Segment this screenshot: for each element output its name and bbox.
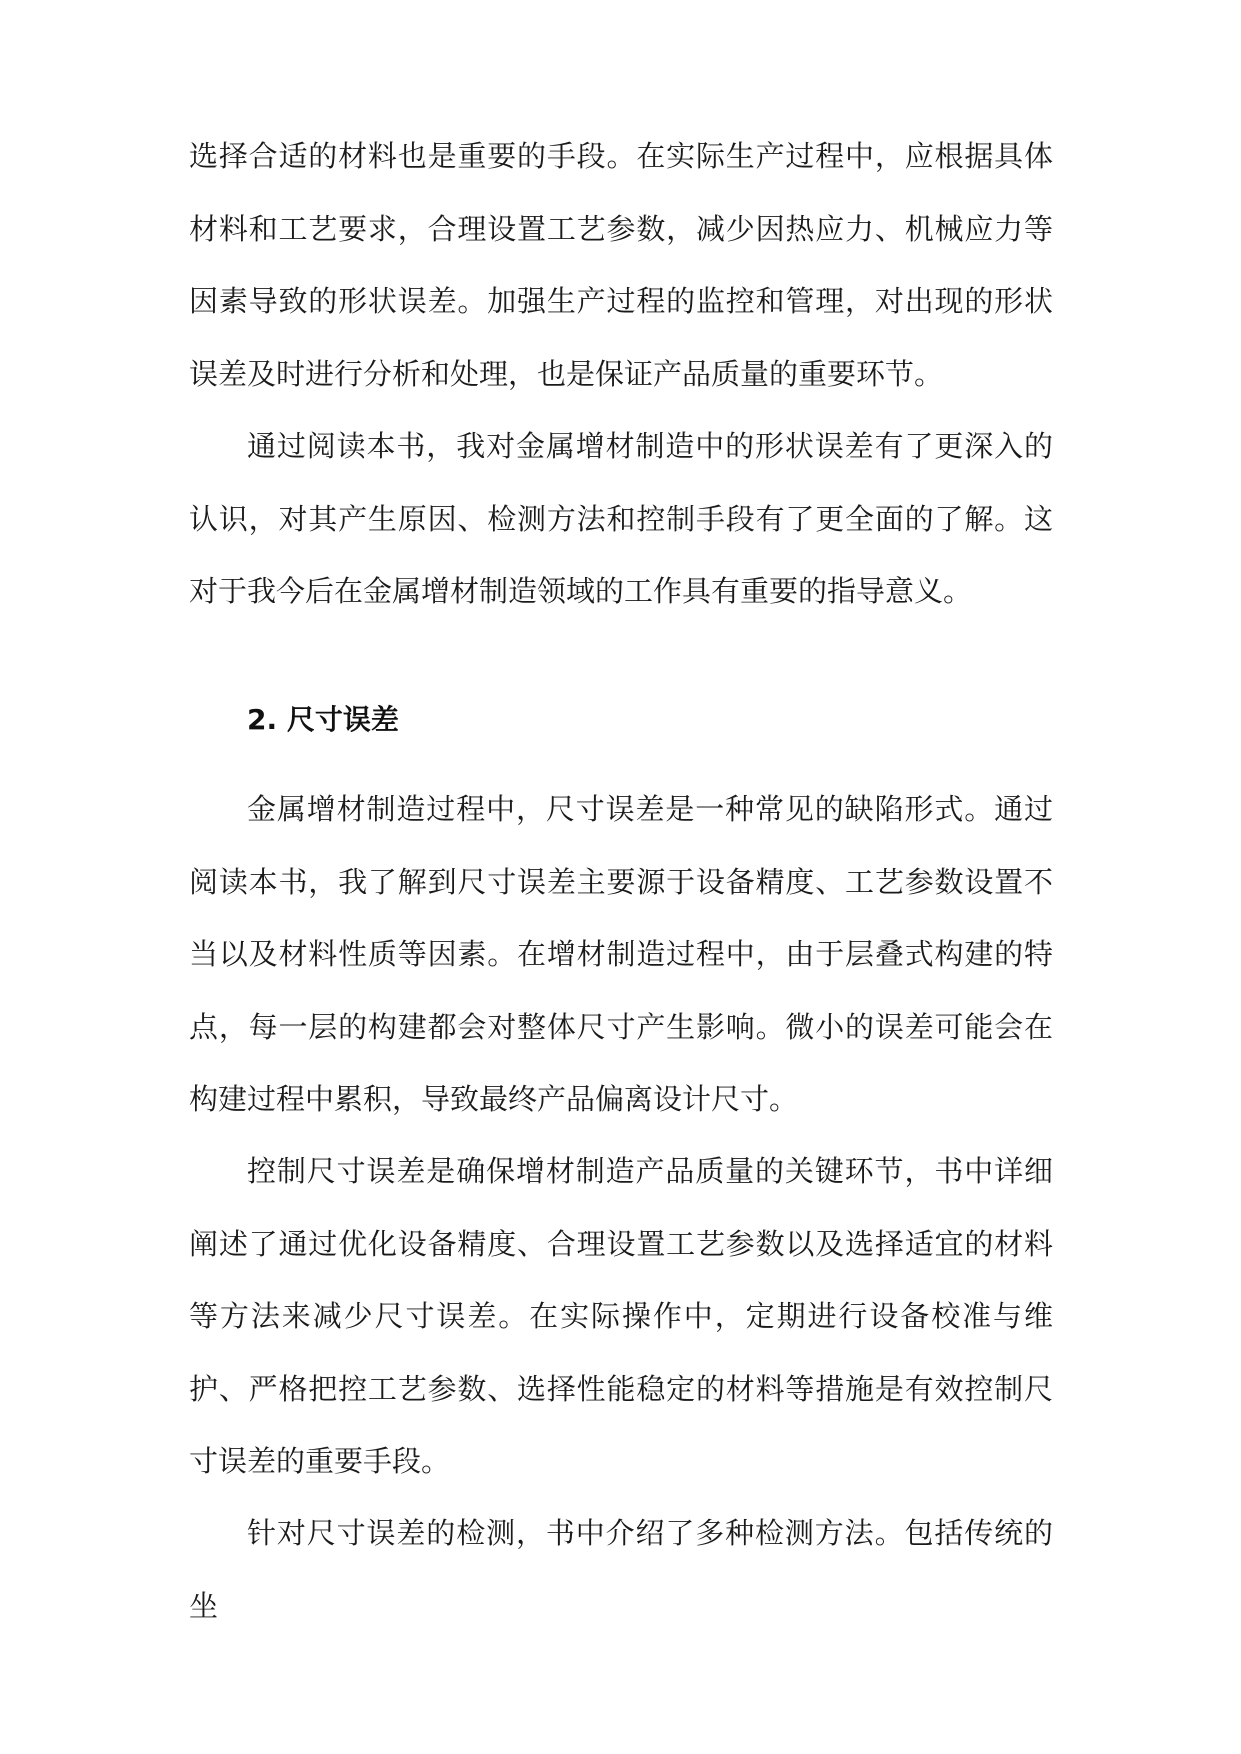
paragraph-reading-reflection: 通过阅读本书，我对金属增材制造中的形状误差有了更深入的认识，对其产生原因、检测方法和控制手段有了更全面的了解。这对于我今后在金属增材制造领域的工作具有重要的指导意义。 [189,429,1053,608]
paragraph-shape-error-control: 选择合适的材料也是重要的手段。在实际生产过程中，应根据具体材料和工艺要求，合理设置工艺参数，减少因热应力、机械应力等因素导致的形状误差。加强生产过程的监控和管理，对出现的形状误差及时进行分析和处理，也是保证产品质量的重要环节。 [189,139,1053,391]
section-heading-dimension-error: 2. 尺寸误差 [247,703,399,736]
paragraph-dimension-error-intro: 金属增材制造过程中，尺寸误差是一种常见的缺陷形式。通过阅读本书，我了解到尺寸误差主要源于设备精度、工艺参数设置不当以及材料性质等因素。在增材制造过程中，由于层叠式构建的特点，每一层的构建都会对整体尺寸产生影响。微小的误差可能会在构建过程中累积，导致最终产品偏离设计尺寸。 [189,792,1053,1116]
paragraph-dimension-error-control: 控制尺寸误差是确保增材制造产品质量的关键环节，书中详细阐述了通过优化设备精度、合理设置工艺参数以及选择适宜的材料等方法来减少尺寸误差。在实际操作中，定期进行设备校准与维护、严格把控工艺参数、选择性能稳定的材料等措施是有效控制尺寸误差的重要手段。 [189,1154,1053,1478]
paragraph-dimension-error-detection: 针对尺寸误差的检测，书中介绍了多种检测方法。包括传统的坐 [189,1516,1053,1623]
